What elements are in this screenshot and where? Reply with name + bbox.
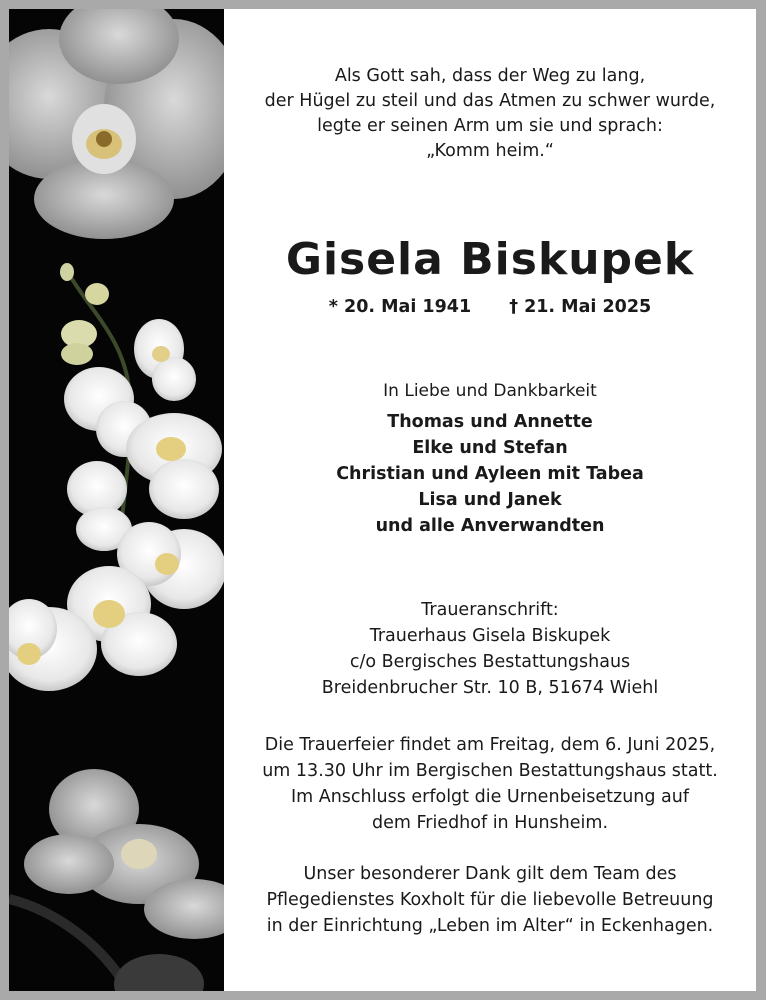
thanks-line: Pflegedienstes Koxholt für die liebevolle Betreuung xyxy=(266,890,714,910)
mourners-list xyxy=(224,409,756,539)
ceremony-info xyxy=(224,732,756,836)
orchid-illustration xyxy=(9,9,224,991)
poem-line: legte er seinen Arm um sie und sprach: xyxy=(317,116,663,136)
thanks-note xyxy=(224,861,756,939)
love-line: In Liebe und Dankbarkeit xyxy=(383,381,597,401)
poem-line: Als Gott sah, dass der Weg zu lang, xyxy=(334,66,646,86)
obituary-text xyxy=(224,9,756,991)
poem xyxy=(224,64,756,164)
mourner: Thomas und Annette xyxy=(387,412,593,432)
mourner: und alle Anverwandten xyxy=(375,516,605,536)
ceremony-line: Im Anschluss erfolgt die Urnenbeisetzung auf xyxy=(290,787,690,807)
mourner: Christian und Ayleen mit Tabea xyxy=(336,464,644,484)
deceased-name: Gisela Biskupek xyxy=(285,234,695,285)
life-dates xyxy=(224,297,756,317)
birth-date: * 20. Mai 1941 xyxy=(328,297,472,317)
address-line: c/o Bergisches Bestattungshaus xyxy=(349,652,631,672)
mourning-address xyxy=(224,597,756,701)
address-line: Trauerhaus Gisela Biskupek xyxy=(369,626,611,646)
death-date: † 21. Mai 2025 xyxy=(509,297,652,317)
ceremony-line: um 13.30 Uhr im Bergischen Bestattungshaus statt. xyxy=(262,761,718,781)
address-line: Traueranschrift: xyxy=(421,600,559,620)
mourner: Lisa und Janek xyxy=(418,490,562,510)
poem-line: „Komm heim.“ xyxy=(426,141,554,161)
obituary-card xyxy=(9,9,756,991)
ceremony-line: dem Friedhof in Hunsheim. xyxy=(371,813,609,833)
address-line: Breidenbrucher Str. 10 B, 51674 Wiehl xyxy=(321,678,659,698)
thanks-line: in der Einrichtung „Leben im Alter“ in Eckenhagen. xyxy=(266,916,714,936)
mourner: Elke und Stefan xyxy=(412,438,568,458)
ceremony-line: Die Trauerfeier findet am Freitag, dem 6. Juni 2025, xyxy=(264,735,716,755)
orchid-image xyxy=(9,9,224,991)
thanks-line: Unser besonderer Dank gilt dem Team des xyxy=(303,864,677,884)
poem-line: der Hügel zu steil und das Atmen zu schwer wurde, xyxy=(264,91,716,111)
